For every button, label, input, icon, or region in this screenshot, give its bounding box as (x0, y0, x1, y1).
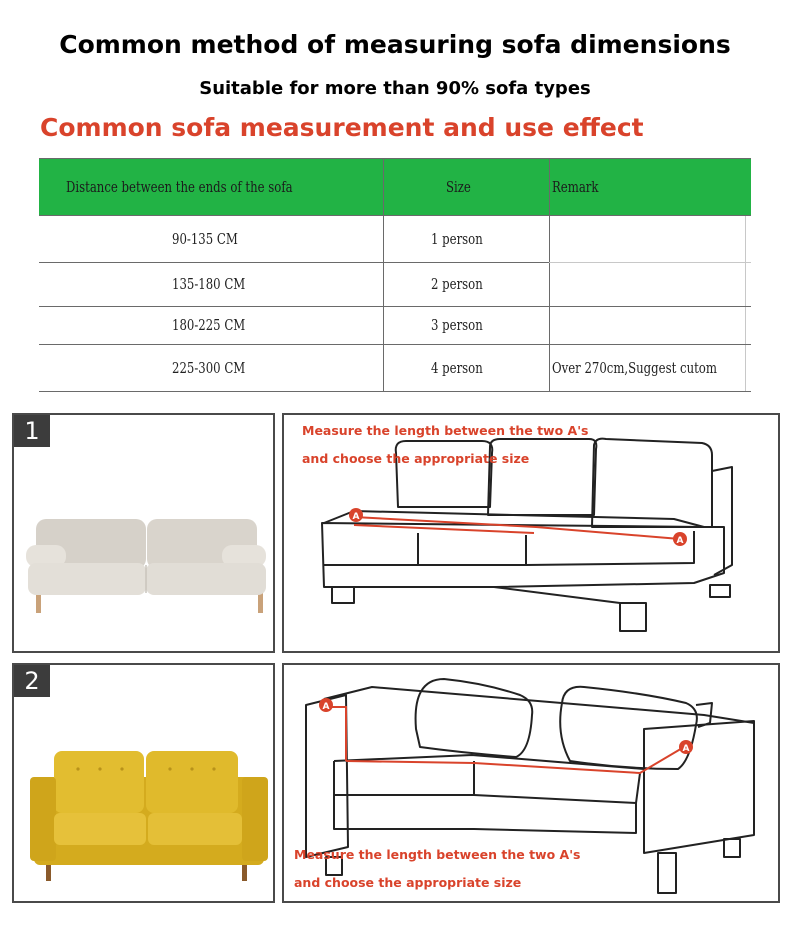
measure-instruction-line-1: Measure the length between the two A's (294, 847, 581, 862)
table-divider (549, 158, 550, 391)
column-header-remark: Remark (552, 178, 599, 196)
table-divider (39, 391, 751, 392)
distance-cell: 225-300 CM (172, 359, 246, 377)
size-cell: 2 person (431, 275, 483, 293)
distance-cell: 90-135 CM (172, 230, 238, 248)
remark-cell: Over 270cm,Suggest cutom (552, 359, 717, 377)
section-title: Common sofa measurement and use effect (40, 113, 644, 142)
page-subtitle: Suitable for more than 90% sofa types (199, 78, 591, 99)
size-cell: 4 person (431, 359, 483, 377)
size-cell: 3 person (431, 316, 483, 334)
table-divider (745, 216, 746, 391)
photo-panel-1 (12, 413, 275, 653)
distance-cell: 180-225 CM (172, 316, 246, 334)
page-title: Common method of measuring sofa dimensions (59, 30, 731, 59)
table-row (39, 216, 751, 262)
table-divider (39, 344, 751, 345)
measure-point-a-label: A (322, 702, 330, 712)
measure-instruction-line-2: and choose the appropriate size (294, 875, 522, 890)
table-header-row (39, 158, 751, 216)
size-cell: 1 person (431, 230, 483, 248)
measure-diagram-panel-1 (282, 413, 780, 653)
distance-cell: 135-180 CM (172, 275, 246, 293)
table-row (39, 306, 751, 344)
column-header-size: Size (446, 178, 471, 196)
photo-panel-2 (12, 663, 275, 903)
table-divider (549, 262, 751, 263)
step-number-badge: 2 (14, 665, 50, 697)
measure-point-a-label: A (682, 744, 690, 754)
two-seat-sofa-diagram (284, 665, 780, 903)
measure-diagram-panel-2 (282, 663, 780, 903)
step-number-badge: 1 (14, 415, 50, 447)
table-divider (39, 306, 751, 307)
measure-point-a-label: A (676, 536, 684, 546)
beige-sofa-image (14, 415, 275, 653)
table-row (39, 344, 751, 392)
measure-instruction-line-1: Measure the length between the two A's (302, 423, 589, 438)
column-header-distance: Distance between the ends of the sofa (66, 178, 293, 196)
measure-point-a-label: A (352, 512, 360, 522)
yellow-sofa-image (14, 665, 275, 903)
table-row (39, 262, 751, 306)
table-divider (383, 158, 384, 391)
measure-instruction-line-2: and choose the appropriate size (302, 451, 530, 466)
table-divider (39, 262, 549, 263)
